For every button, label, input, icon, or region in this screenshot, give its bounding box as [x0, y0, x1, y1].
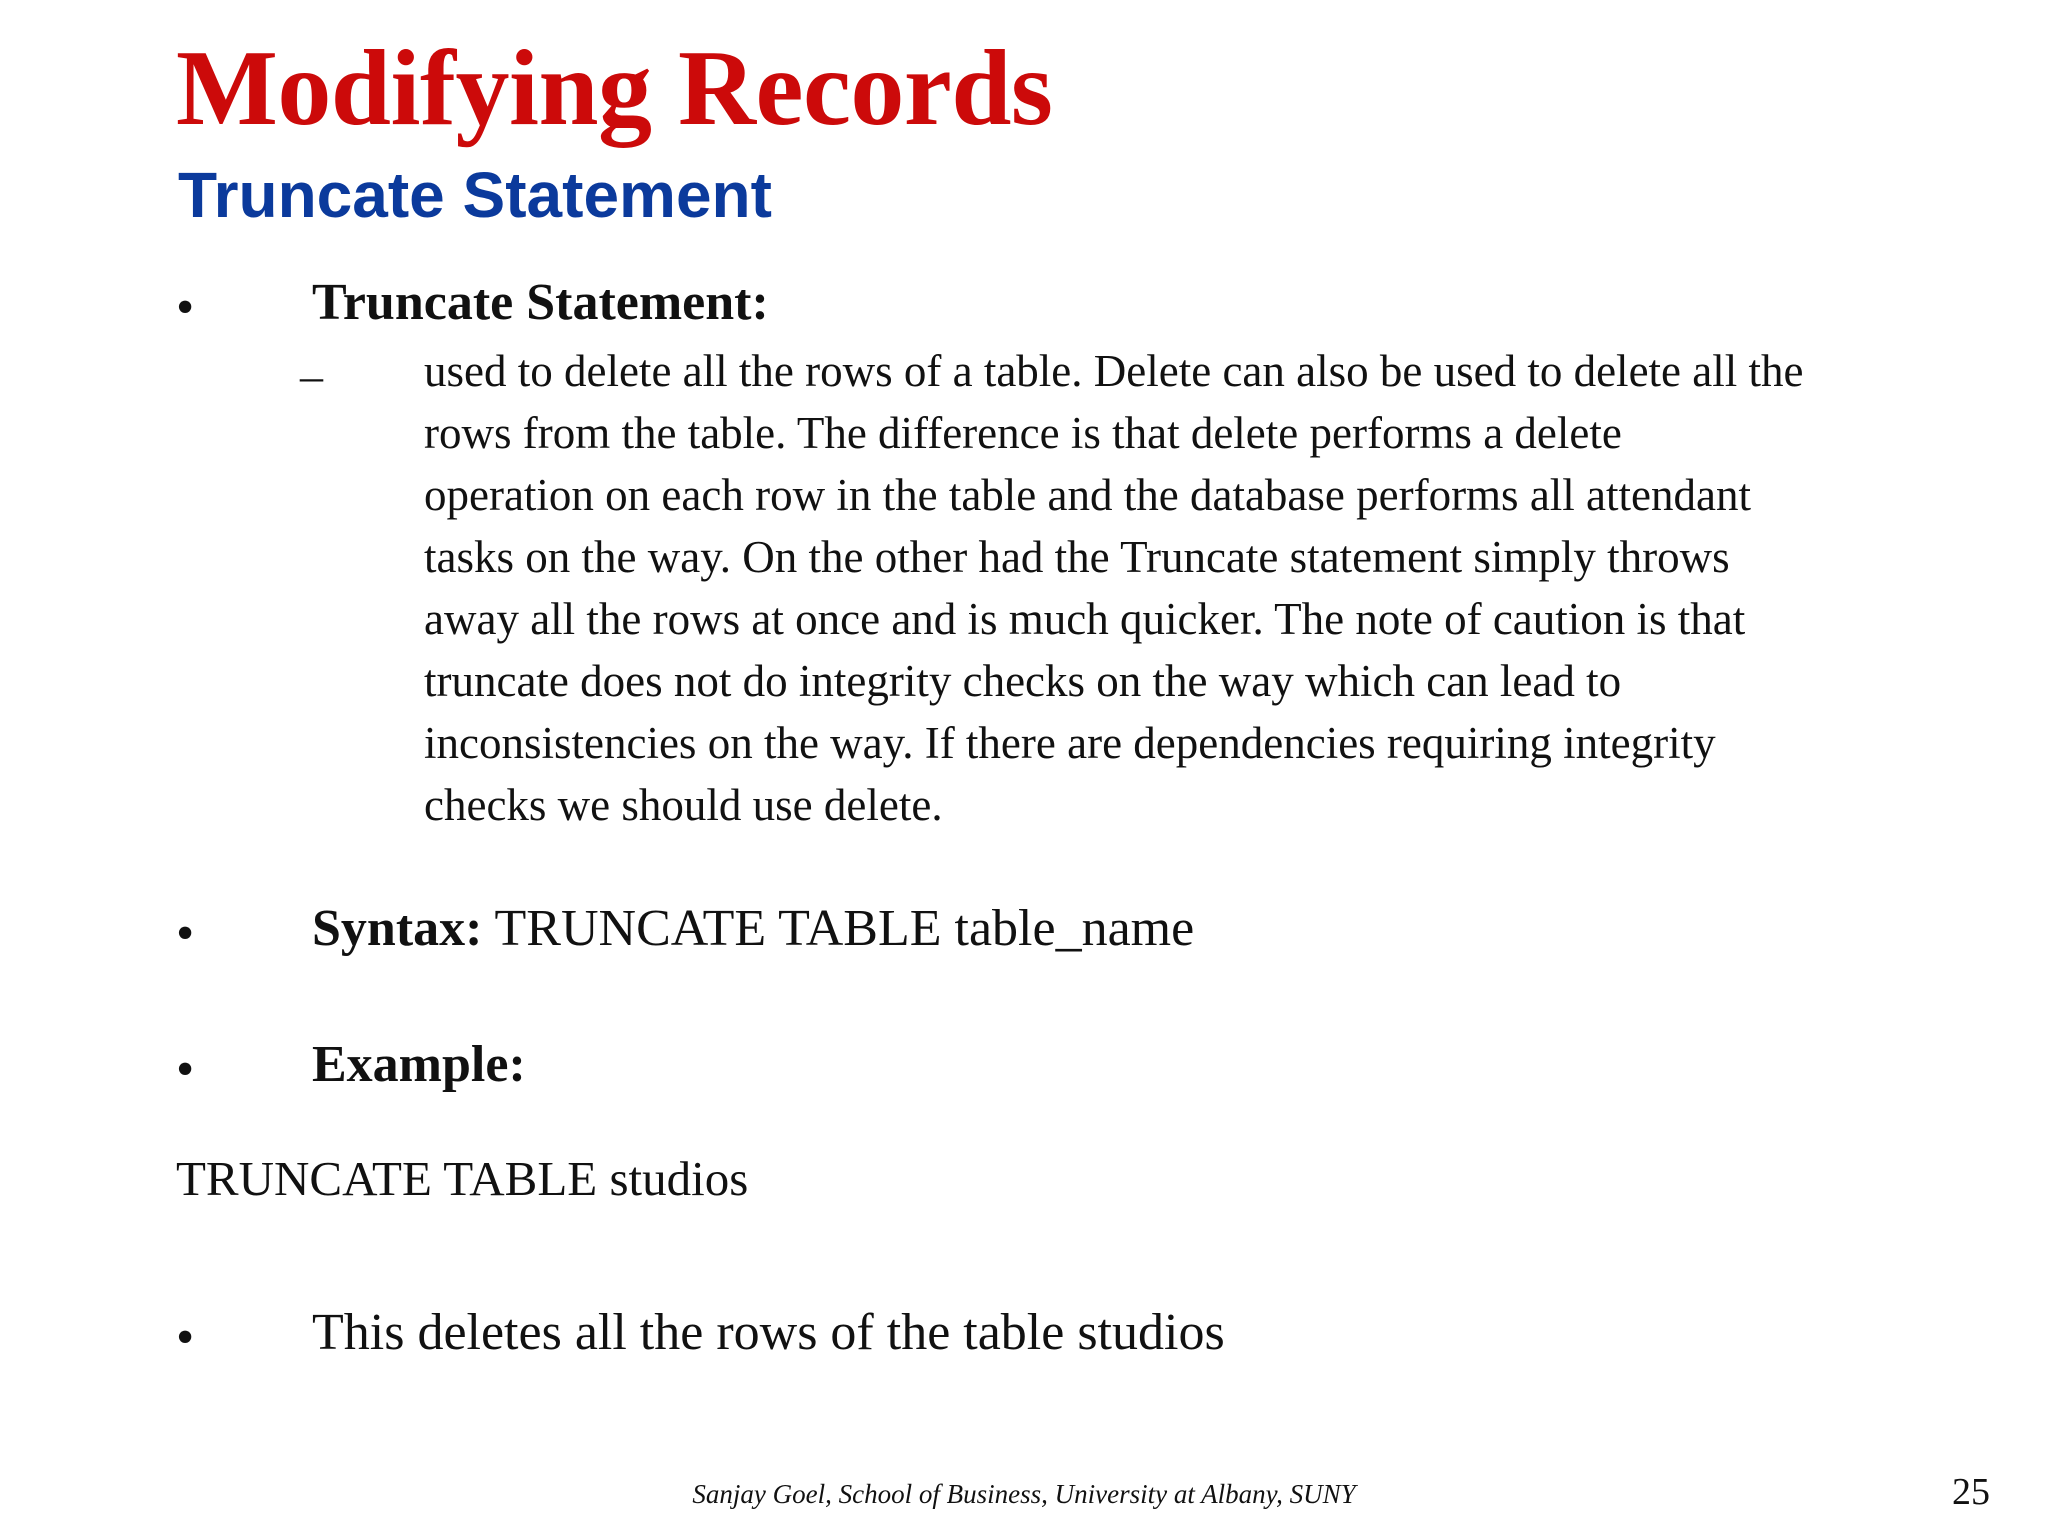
- example-code: TRUNCATE TABLE studios: [176, 1151, 749, 1206]
- sub-bullet-dash: –: [300, 350, 323, 401]
- bullet-marker: •: [176, 279, 195, 336]
- description-line: rows from the table. The difference is that delete performs a delete: [424, 408, 1622, 458]
- bullet-example: [312, 1034, 526, 1096]
- description-line: checks we should use delete.: [424, 780, 943, 830]
- bullet-label: Truncate Statement:: [312, 274, 769, 331]
- description-line: inconsistencies on the way. If there are dependencies requiring integrity: [424, 718, 1716, 768]
- bullet-marker: •: [176, 1041, 195, 1098]
- description-line: used to delete all the rows of a table. Delete can also be used to delete all the: [424, 346, 1804, 396]
- bullet-syntax: [312, 898, 1194, 960]
- description-line: truncate does not do integrity checks on the way which can lead to: [424, 656, 1622, 706]
- description-line: away all the rows at once and is much quicker. The note of caution is that: [424, 594, 1746, 644]
- syntax-value: TRUNCATE TABLE table_name: [482, 900, 1195, 957]
- bullet-truncate-statement: [312, 272, 769, 334]
- page-number: 25: [1952, 1471, 1990, 1513]
- slide-title: Modifying Records: [176, 29, 1053, 148]
- bullet-marker: •: [176, 905, 195, 962]
- slide-subtitle: Truncate Statement: [178, 159, 772, 231]
- description-line: tasks on the way. On the other had the Truncate statement simply throws: [424, 532, 1730, 582]
- bullet-label: Syntax:: [312, 900, 483, 957]
- bullet-label: Example:: [312, 1036, 526, 1093]
- bullet-deletes-rows: [312, 1302, 1225, 1364]
- truncate-description: [424, 340, 1984, 836]
- footer-credit: Sanjay Goel, School of Business, University at Albany, SUNY: [692, 1479, 1356, 1509]
- bullet-marker: •: [176, 1309, 195, 1366]
- description-line: operation on each row in the table and the database performs all attendant: [424, 470, 1751, 520]
- bullet-text: This deletes all the rows of the table studios: [312, 1304, 1225, 1361]
